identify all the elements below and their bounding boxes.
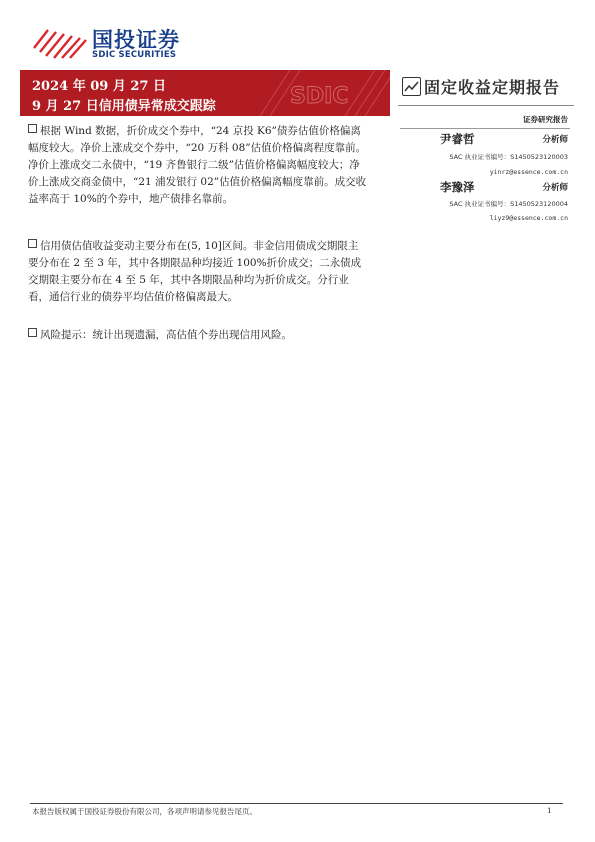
footer-divider [30,803,563,804]
chart-trend-icon [402,77,421,96]
logo-text: 国投证券 [92,28,180,52]
analyst-email[interactable]: liyz9@essence.com.cn [489,214,568,222]
analyst-name: 尹睿哲 [440,132,475,146]
title-banner [20,70,390,116]
banner-decor-graphic [260,70,390,116]
analyst-name: 李豫泽 [440,180,475,194]
bullet-box-icon [28,124,37,133]
logo-text-en: SDIC SECURITIES [92,50,177,60]
company-logo [30,24,195,60]
page-number: 1 [547,806,552,815]
analyst-sac: SAC 执业证书编号：S1450523120004 [449,200,568,208]
risk-paragraph: 风险提示：统计出现遗漏，高估值个券出现信用风险。 [28,327,368,344]
summary-paragraph: 信用债估值收益变动主要分布在(5, 10]区间。非金信用债成交期限主要分布在 2 至 3 年，其中各期限品种均接近 100%折价成交；二永债成交期限主要分布在 4 至 5 年，其中各期限品种均为折价成交。分行业看，通信行业的债券平均估值价格偏离最大。 [28,240,362,303]
report-type: 固定收益定期报告 [424,78,561,97]
analyst-sac: SAC 执业证书编号：S1450523120003 [449,153,568,161]
analyst-email[interactable]: yinrz@essence.com.cn [489,168,568,176]
footer-disclaimer: 本报告版权属于国投证券股份有限公司，各项声明请参见报告尾页。 [32,807,257,816]
bullet-box-icon [28,239,37,248]
analyst-role: 分析师 [542,183,568,193]
logo-mark-icon [30,24,90,60]
summary-paragraph: 根据 Wind 数据，折价成交个券中，“24 京投 K6”债券估值价格偏离幅度较大。净价上涨成交个券中，“20 万科 08”估值价格偏离程度靠前。净价上涨成交二永债中，“19 齐鲁银行二级”估值价格偏离幅度较大；净价上涨成交商金债中，“21 浦发银行 02”估值价格偏离幅度靠前。成交收益率高于 10%的个券中，地产债排名靠前。 [28,125,367,205]
report-title: 9 月 27 日信用债异常成交跟踪 [32,99,216,114]
report-type-header [398,73,576,101]
bullet-box-icon [28,328,37,337]
sub-label: 证券研究报告 [523,115,568,124]
header-divider [398,105,574,106]
analyst-divider [400,128,570,129]
analyst-role: 分析师 [542,135,568,145]
banner-watermark: SDIC [290,84,349,109]
report-date: 2024 年 09 月 27 日 [32,79,166,94]
